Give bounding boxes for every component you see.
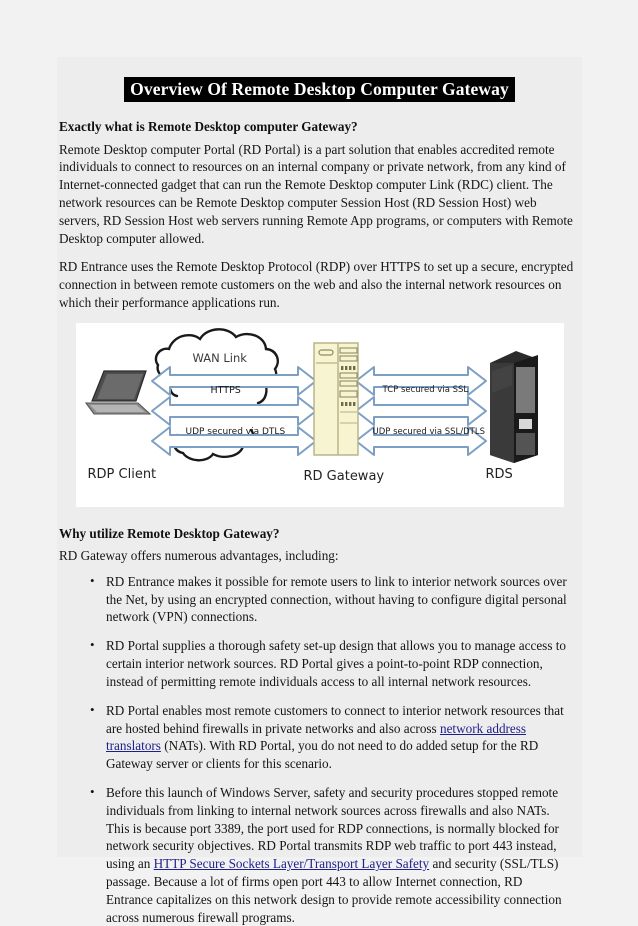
section-heading-why-use: Why utilize Remote Desktop Gateway? <box>59 525 280 541</box>
list-item-text: RD Portal supplies a thorough safety set-up design that allows you to manage access to certain interior network sources. RD Portal gives a point-to-point RDP connection, instead of permitting remote individuals access to all internal network resources. <box>106 638 567 689</box>
diagram-label-rdp-client: RDP Client <box>87 466 157 482</box>
diagram-label-wan-link: WAN Link <box>192 350 247 365</box>
paragraph-definition: Remote Desktop computer Portal (RD Portal) is a part solution that enables accredited remote individuals to connect to resources on an internal company or private network, from any kind of Internet-connected gadget that can run the Remote Desktop computer Link (RDC) client. The network resources can be Remote Desktop computer Session Host (RD Session Host) web servers, RD Session Host web servers running Remote App programs, or computers with Remote Desktop computer allowed. <box>59 141 573 246</box>
document-content <box>57 118 582 926</box>
list-item-text: RD Portal enables most remote customers to connect to interior network resources that are hosted behind firewalls in private networks and also across <box>106 702 564 736</box>
laptop-icon <box>86 371 150 414</box>
rds-tower-icon <box>490 351 538 463</box>
diagram-label-rds: RDS <box>485 466 513 482</box>
list-item <box>59 573 580 626</box>
figure-wrapper <box>59 323 580 507</box>
list-item-text: and security (SSL/TLS) passage. Because a lot of firms open port 443 to allow Internet connection, RD Entrance capitalizes on this network design to provide remote accessibility connection across numerous firewall programs. <box>106 856 562 925</box>
bullet-dot-icon: • <box>90 701 95 717</box>
diagram-label-udp-dtls: UDP secured via DTLS <box>185 426 286 437</box>
inline-link[interactable]: HTTP Secure Sockets Layer/Transport Layer Safety <box>153 856 430 872</box>
title-row <box>57 77 582 102</box>
list-item <box>59 702 580 773</box>
list-item <box>59 784 580 926</box>
diagram-label-rd-gateway: RD Gateway <box>303 468 385 484</box>
network-diagram-figure <box>76 323 564 507</box>
list-item-text: Before this launch of Windows Server, safety and security procedures stopped remote individuals from linking to internal network sources across firewalls and also NATs. This is because port 3389, the port used for RDP connections, is normally blocked for network security objectives. RD Portal transmits RDP web traffic to port 443 instead, using an <box>106 784 559 872</box>
section-heading-what-is: Exactly what is Remote Desktop computer Gateway? <box>59 119 358 135</box>
page-title: Overview Of Remote Desktop Computer Gateway <box>124 77 515 102</box>
bullet-dot-icon: • <box>90 572 95 588</box>
paragraph-rdp-https: RD Entrance uses the Remote Desktop Protocol (RDP) over HTTPS to set up a secure, encrypted connection in between remote customers on the web and also the internal network resources on which their performance applications run. <box>59 259 574 311</box>
arrow-left-middle <box>152 397 316 425</box>
paragraph-advantages-lead: RD Gateway offers numerous advantages, including: <box>59 548 339 564</box>
rd-gateway-server-icon <box>314 343 358 455</box>
inline-link[interactable]: network address translators <box>106 720 527 754</box>
advantages-list <box>59 573 580 926</box>
list-item-text: (NATs). With RD Portal, you do not need to do added setup for the RD Gateway server or clients for this scenario. <box>106 738 539 772</box>
document-page <box>57 57 582 925</box>
bullet-dot-icon: • <box>90 637 95 653</box>
diagram-label-tcp-ssl: TCP secured via SSL <box>382 384 469 395</box>
arrow-right-middle <box>356 397 486 425</box>
list-item-text: RD Entrance makes it possible for remote users to link to interior network sources over the Net, by using an encrypted connection, without having to configure digital personal network (VPN) connections. <box>106 573 567 625</box>
diagram-label-https: HTTPS <box>210 384 241 396</box>
bullet-dot-icon: • <box>90 783 95 799</box>
diagram-label-udp-ssl-dtls: UDP secured via SSL/DTLS <box>372 426 486 437</box>
list-item <box>59 637 580 690</box>
